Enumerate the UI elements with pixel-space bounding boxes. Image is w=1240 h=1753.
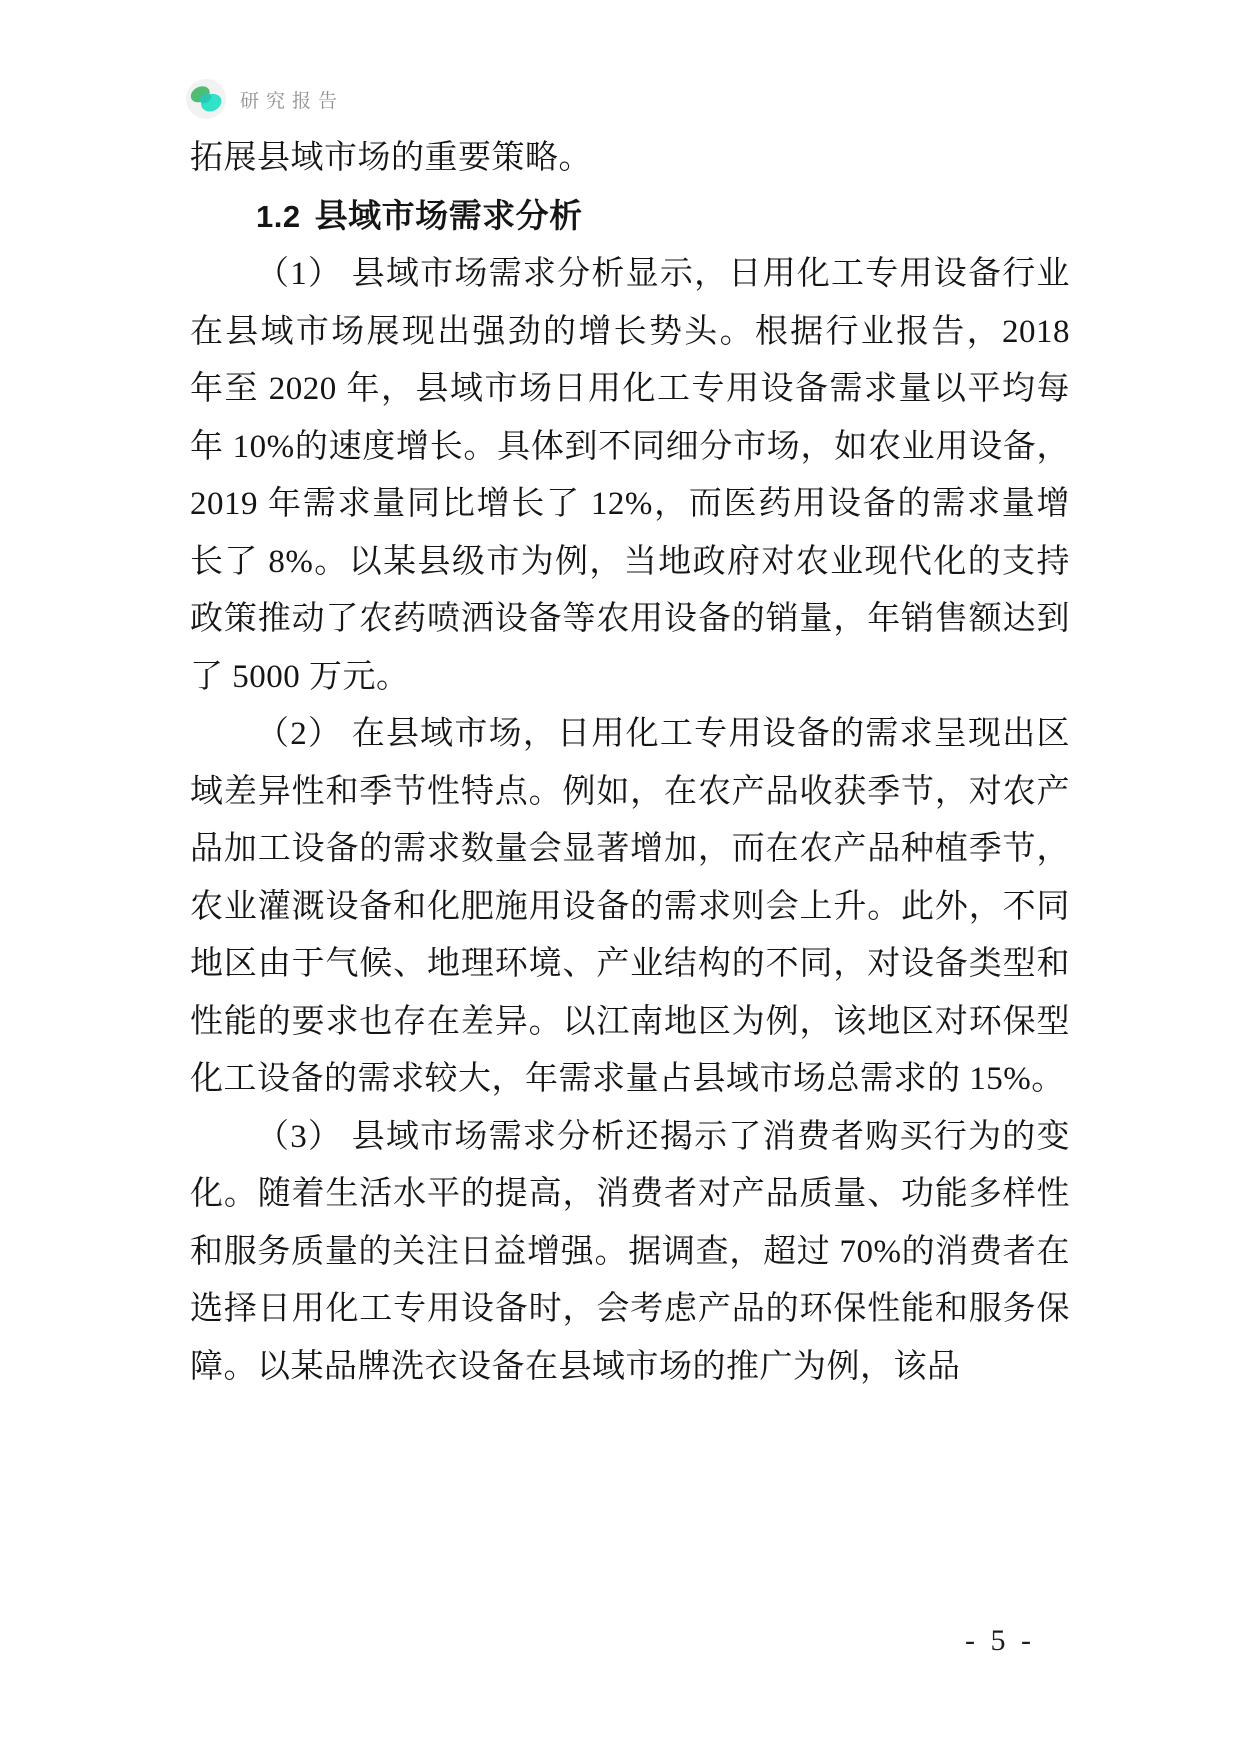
paragraph-1: （1） 县域市场需求分析显示，日用化工专用设备行业在县域市场展现出强劲的增长势头。根据行业报告，2018 年至 2020 年，县域市场日用化工专用设备需求量以平均每年 10%的速度增长。具体到不同细分市场，如农业用设备，2019 年需求量同比增长了 12%，而医药用设备的需求量增长了 8%。以某县级市为例，当地政府对农业现代化的支持政策推动了农药喷洒设备等农用设备的销量，年销售额达到了 5000 万元。: [190, 256, 1070, 695]
section-heading: [190, 188, 1070, 247]
brand-title: 研究报告: [240, 90, 345, 112]
paragraph-3: （3） 县域市场需求分析还揭示了消费者购买行为的变化。随着生活水平的提高，消费者对产品质量、功能多样性和服务质量的关注日益增强。据调查，超过 70%的消费者在选择日用化工专用设备时，会考虑产品的环保性能和服务保障。以某品牌洗衣设备在县域市场的推广为例，该品: [190, 1118, 1070, 1385]
leaf-swirl-icon: [185, 78, 227, 120]
document-body: [190, 130, 1070, 1396]
paragraph-continuation: 拓展县域市场的重要策略。: [190, 140, 592, 176]
paragraph-2: （2） 在县域市场，日用化工专用设备的需求呈现出区域差异性和季节性特点。例如，在农产品收获季节，对农产品加工设备的需求数量会显著增加，而在农产品种植季节，农业灌溉设备和化肥施用设备的需求则会上升。此外，不同地区由于气候、地理环境、产业结构的不同，对设备类型和性能的要求也存在差异。以江南地区为例，该地区对环保型化工设备的需求较大，年需求量占县域市场总需求的 15%。: [190, 716, 1070, 1097]
section-title: 县域市场需求分析: [314, 198, 583, 235]
section-number: 1.2: [256, 198, 301, 234]
page-number: - 5 -: [965, 1624, 1035, 1657]
brand-logo-icon: [185, 78, 227, 120]
brand-header: [185, 78, 344, 120]
